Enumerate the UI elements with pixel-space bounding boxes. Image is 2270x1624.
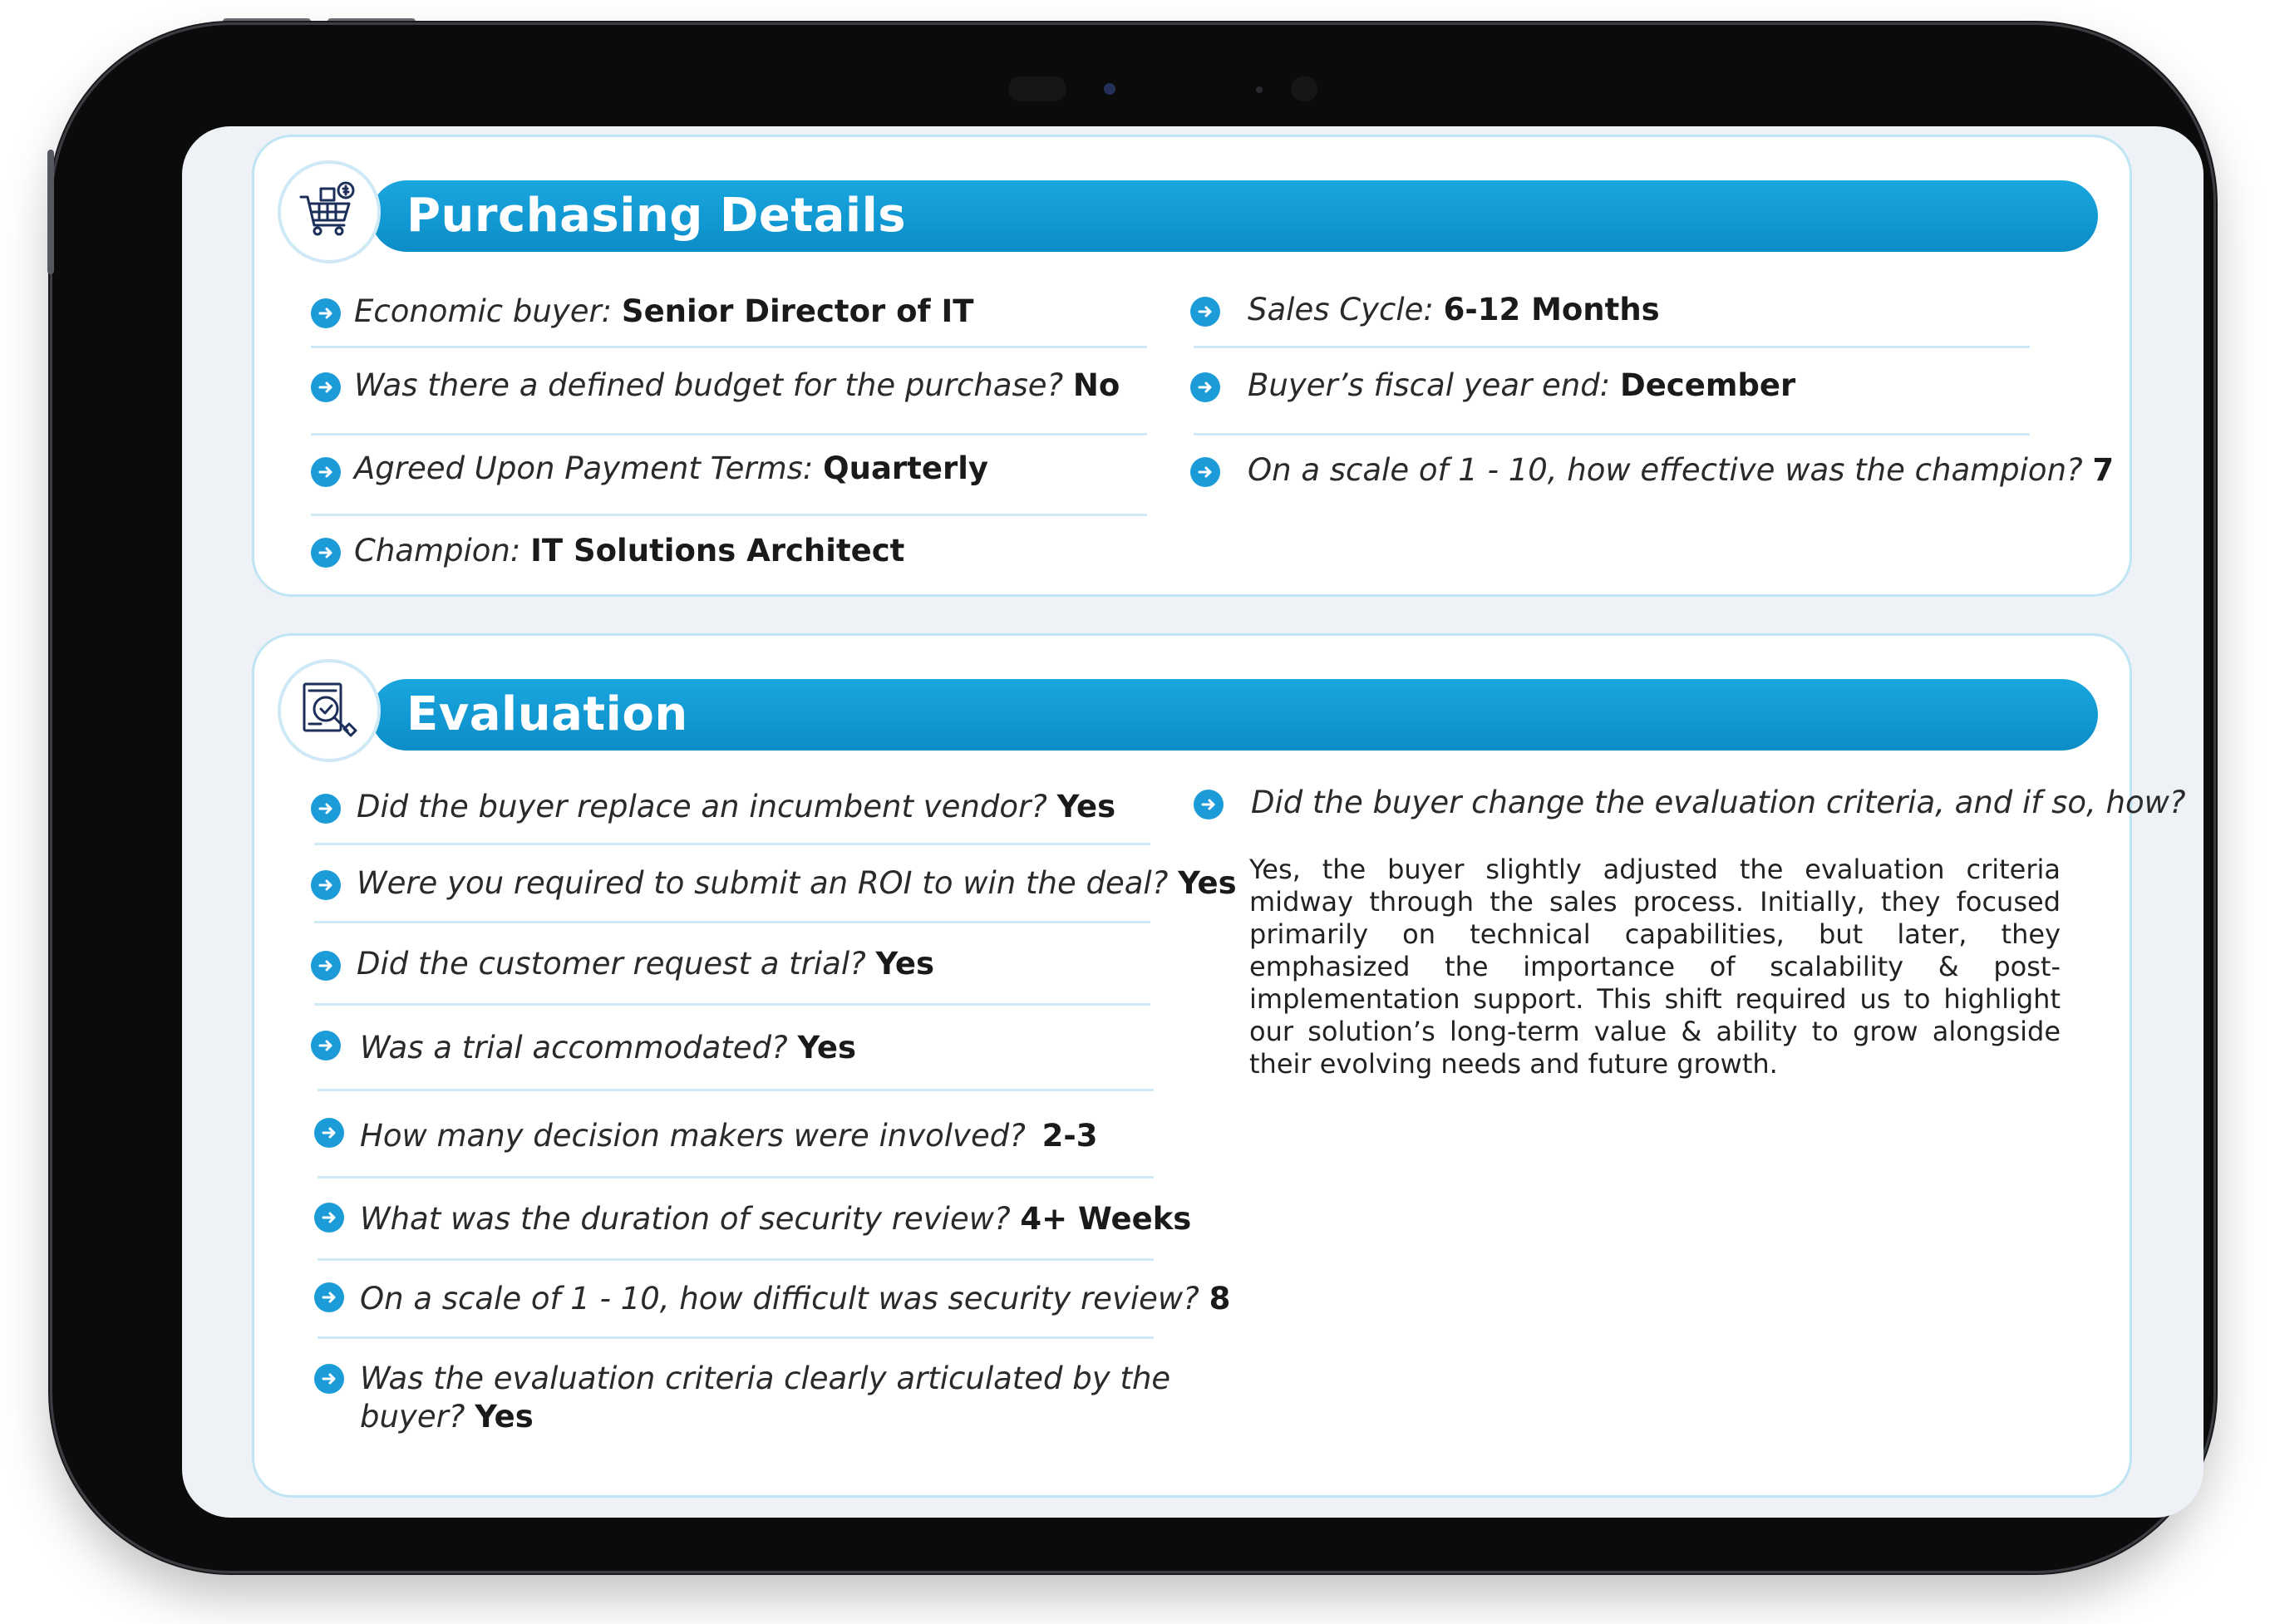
- trial-accommodated-item: [360, 1030, 856, 1065]
- evaluation-magnifier-icon: [296, 677, 362, 744]
- item-answer: Quarterly: [823, 450, 989, 486]
- item-answer: IT Solutions Architect: [530, 533, 905, 568]
- payment-terms-item: [354, 450, 988, 486]
- purchasing-badge: [278, 160, 381, 263]
- criteria-articulated-item: [360, 1360, 1170, 1436]
- camera-bar: [1008, 76, 1382, 101]
- item-answer: Yes: [875, 946, 935, 982]
- sensor-pill: [1291, 76, 1317, 101]
- item-question: On a scale of 1 - 10, how effective was the champion?: [1248, 452, 2083, 488]
- decision-makers-item: [360, 1118, 1097, 1154]
- fiscal-year-item: [1248, 367, 1795, 403]
- criteria-change-question: [1251, 785, 2186, 820]
- divider: [311, 433, 1147, 436]
- item-answer: Senior Director of IT: [621, 293, 974, 329]
- arrow-right-circle-icon: [311, 870, 341, 900]
- arrow-right-circle-icon: [1190, 372, 1220, 402]
- camera-lens: [1104, 83, 1115, 95]
- purchasing-details-card: [252, 135, 2132, 597]
- divider: [314, 843, 1150, 845]
- tablet-side-button: [47, 150, 54, 274]
- item-question: Were you required to submit an ROI to win the deal?: [357, 865, 1169, 901]
- item-answer: Yes: [1178, 865, 1237, 901]
- arrow-right-circle-icon: [1194, 790, 1224, 819]
- roi-required-item: [357, 865, 1237, 901]
- security-review-difficulty-item: [360, 1281, 1230, 1316]
- item-question: Sales Cycle:: [1248, 292, 1434, 327]
- item-question: Was the evaluation criteria clearly articulated by the: [360, 1361, 1171, 1396]
- item-answer: Yes: [797, 1030, 856, 1065]
- evaluation-title: Evaluation: [406, 687, 688, 741]
- arrow-right-circle-icon: [1190, 457, 1220, 487]
- item-question: Did the buyer change the evaluation criteria, and if so, how?: [1251, 785, 2186, 820]
- sales-cycle-item: [1248, 292, 1660, 327]
- arrow-right-circle-icon: [314, 1282, 344, 1312]
- arrow-right-circle-icon: [314, 1118, 344, 1148]
- arrow-right-circle-icon: [1190, 297, 1220, 327]
- champion-item: [354, 533, 904, 568]
- item-answer: 7: [2092, 452, 2115, 488]
- arrow-right-circle-icon: [311, 457, 341, 487]
- trial-request-item: [357, 946, 934, 982]
- item-answer: 2-3: [1041, 1118, 1098, 1154]
- sensor-dot: [1256, 86, 1263, 93]
- divider: [318, 1176, 1154, 1179]
- divider: [311, 346, 1147, 348]
- item-answer: No: [1072, 367, 1120, 403]
- item-answer: December: [1619, 367, 1796, 403]
- arrow-right-circle-icon: [311, 1031, 341, 1061]
- camera-pill: [1008, 76, 1066, 101]
- item-question-continued: buyer?: [360, 1399, 465, 1435]
- criteria-change-answer: Yes, the buyer slightly adjusted the evaluation criteria midway through the sales process. Initially, they focused primarily on technical capabilities, but later, they emphasized the importance of scalability & post-implementation support. This shift required us to highlight our solution’s long-term value & ability to grow alongside their evolving needs and future growth.: [1249, 854, 2061, 1080]
- item-question: Buyer’s fiscal year end:: [1248, 367, 1611, 403]
- tablet-screen: [182, 126, 2204, 1518]
- divider: [318, 1089, 1154, 1091]
- incumbent-vendor-item: [357, 789, 1115, 824]
- item-question: What was the duration of security review?: [360, 1201, 1011, 1237]
- evaluation-card: [252, 633, 2186, 1498]
- divider: [1194, 433, 2030, 436]
- arrow-right-circle-icon: [311, 298, 341, 328]
- evaluation-badge: [278, 659, 381, 762]
- tablet-frame: [52, 25, 2213, 1571]
- arrow-right-circle-icon: [311, 372, 341, 402]
- item-question: Agreed Upon Payment Terms:: [354, 450, 814, 486]
- item-question: On a scale of 1 - 10, how difficult was security review?: [360, 1281, 1199, 1316]
- item-answer: 4+ Weeks: [1020, 1201, 1192, 1237]
- item-question: Did the customer request a trial?: [357, 946, 866, 982]
- arrow-right-circle-icon: [314, 1364, 344, 1394]
- economic-buyer-item: [354, 293, 974, 329]
- item-question: Champion:: [354, 533, 521, 568]
- divider: [1194, 346, 2030, 348]
- divider: [314, 1003, 1150, 1006]
- item-question: Did the buyer replace an incumbent vendor?: [357, 789, 1047, 824]
- arrow-right-circle-icon: [311, 538, 341, 568]
- item-question: Was there a defined budget for the purchase?: [354, 367, 1064, 403]
- arrow-right-circle-icon: [314, 1203, 344, 1233]
- shopping-cart-icon: [296, 179, 362, 245]
- defined-budget-item: [354, 367, 1120, 403]
- divider: [311, 514, 1147, 516]
- item-answer: 8: [1209, 1281, 1231, 1316]
- divider: [314, 921, 1150, 923]
- item-answer: Yes: [475, 1399, 534, 1435]
- champion-effectiveness-item: [1248, 452, 2114, 488]
- item-question: Economic buyer:: [354, 293, 613, 329]
- item-answer: Yes: [1056, 789, 1116, 824]
- security-review-duration-item: [360, 1201, 1191, 1237]
- arrow-right-circle-icon: [311, 794, 341, 824]
- divider: [318, 1258, 1154, 1261]
- divider: [318, 1336, 1154, 1339]
- item-question: Was a trial accommodated?: [360, 1030, 788, 1065]
- item-question: How many decision makers were involved?: [360, 1118, 1026, 1154]
- purchasing-title: Purchasing Details: [406, 189, 907, 243]
- item-answer: 6-12 Months: [1443, 292, 1660, 327]
- arrow-right-circle-icon: [311, 951, 341, 981]
